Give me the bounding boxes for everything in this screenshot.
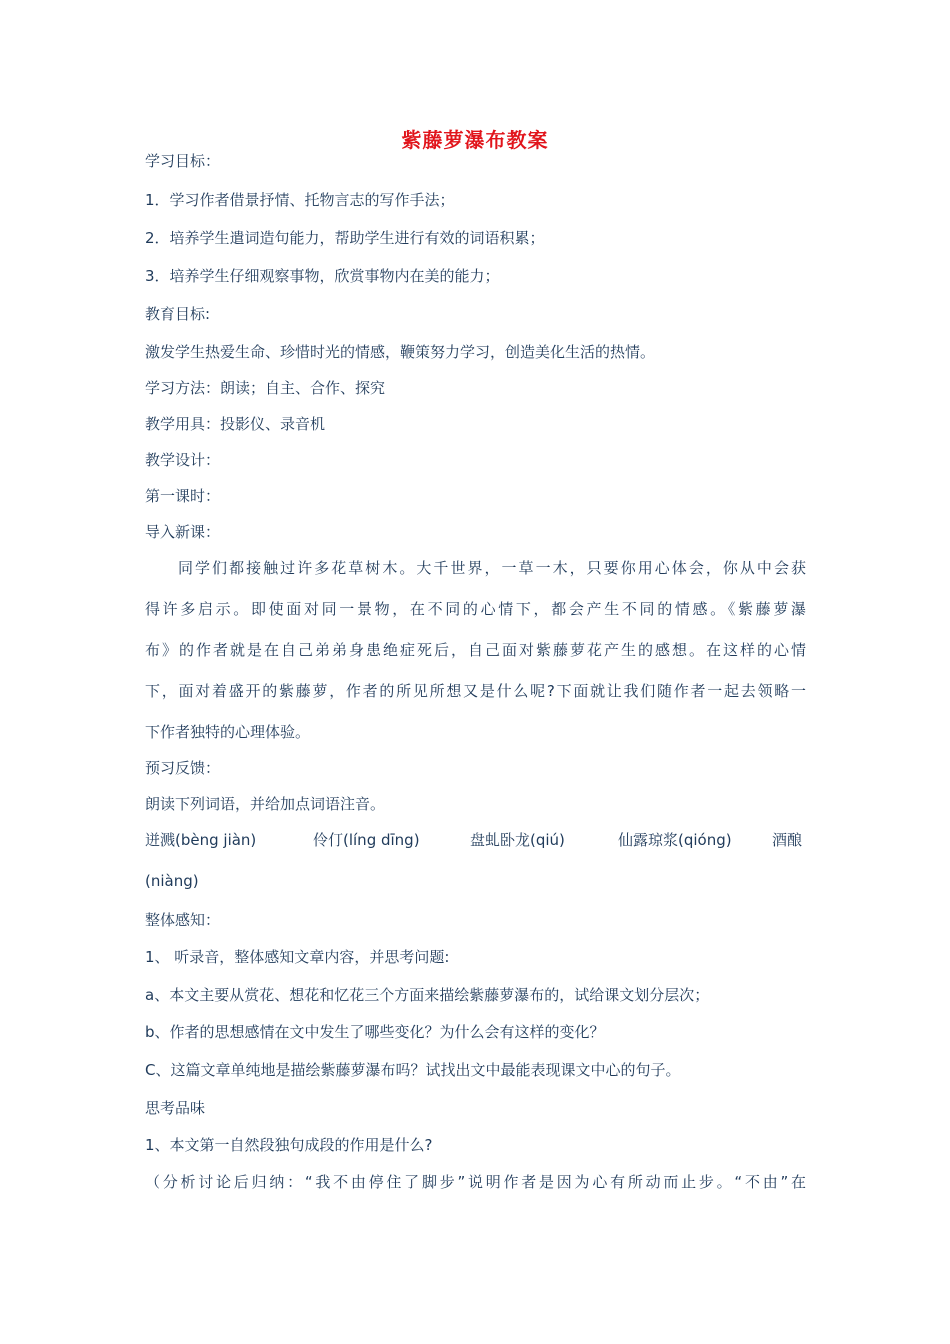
vocab-word-1: 迸溅(bèng jiàn) [145,831,257,849]
question-b: b、作者的思想感情在文中发生了哪些变化？为什么会有这样的变化？ [145,1023,605,1041]
heading-overall-perception: 整体感知： [145,911,221,929]
learning-method: 学习方法：朗读；自主、合作、探究 [145,379,386,397]
heading-preview-feedback: 预习反馈： [145,759,221,777]
vocab-word-5-pinyin: (niàng) [145,872,199,890]
heading-education-goals: 教育目标: [145,305,211,323]
reading-instruction: 朗读下列词语，并给加点词语注音。 [145,795,386,813]
heading-teaching-design: 教学设计： [145,451,221,469]
heading-first-lesson: 第一课时： [145,487,221,505]
education-goal-text: 激发学生热爱生命、珍惜时光的情感，鞭策努力学习，创造美化生活的热情。 [145,343,656,361]
vocab-word-5: 酒酿 [772,831,803,849]
goal-item-3: 3．培养学生仔细观察事物，欣赏事物内在美的能力； [145,267,500,285]
vocab-word-3: 盘虬卧龙(qiú) [470,831,565,849]
intro-paragraph-line-3: 布》的作者就是在自己弟弟身患绝症死后，自己面对紫藤萝花产生的感想。在这样的心情 [145,641,806,659]
vocab-word-2: 伶仃(líng dīng) [313,831,420,849]
vocab-word-4: 仙露琼浆(qióng) [618,831,732,849]
goal-item-2: 2．培养学生遣词造句能力，帮助学生进行有效的词语积累； [145,229,545,247]
intro-paragraph-line-1: 同学们都接触过许多花草树木。大千世界，一草一木，只要你用心体会，你从中会获 [178,559,806,577]
heading-introduction: 导入新课： [145,523,221,541]
perception-item-1: 1、 听录音，整体感知文章内容，并思考问题: [145,948,450,966]
heading-learning-goals: 学习目标： [145,152,221,170]
question-c: C、这篇文章单纯地是描绘紫藤萝瀑布吗？试找出文中最能表现课文中心的句子。 [145,1061,681,1079]
teaching-tools: 教学用具：投影仪、录音机 [145,415,326,433]
intro-paragraph-line-2: 得许多启示。即使面对同一景物，在不同的心情下，都会产生不同的情感。《紫藤萝瀑 [145,600,806,618]
heading-reflection: 思考品味 [145,1099,206,1117]
question-a: a、本文主要从赏花、想花和忆花三个方面来描绘紫藤萝瀑布的，试给课文划分层次； [145,986,710,1004]
reflection-question-1: 1、本文第一自然段独句成段的作用是什么? [145,1136,433,1154]
intro-paragraph-line-4: 下，面对着盛开的紫藤萝，作者的所见所想又是什么呢?下面就让我们随作者一起去领略一 [145,682,806,700]
analysis-line: （分析讨论后归纳：“我不由停住了脚步”说明作者是因为心有所动而止步。“不由”在 [145,1173,806,1191]
document-title: 紫藤萝瀑布教案 [401,128,549,152]
intro-paragraph-line-5: 下作者独特的心理体验。 [145,723,311,741]
goal-item-1: 1．学习作者借景抒情、托物言志的写作手法； [145,191,455,209]
